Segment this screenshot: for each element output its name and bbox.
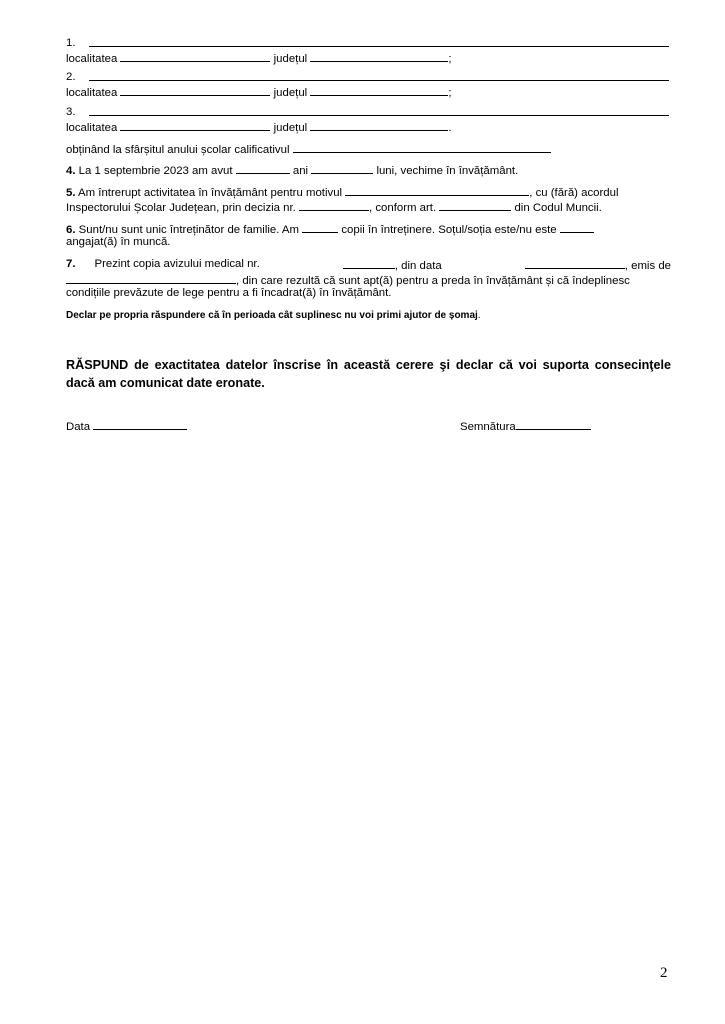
page-number: 2	[660, 965, 668, 981]
entry-3-number-line	[66, 105, 76, 119]
entry-1-rule[interactable]	[89, 46, 669, 47]
entry-2-rule[interactable]	[89, 80, 669, 81]
item-7-line-1: 7. Prezint copia avizului medical nr. , din data , emis de	[66, 258, 671, 272]
date-label: Data	[66, 421, 91, 433]
localitatea-label: localitatea	[66, 53, 118, 65]
item-number: 6.	[66, 224, 76, 236]
date-blank[interactable]	[93, 418, 187, 430]
item-number: 7.	[66, 258, 76, 270]
emitent-blank[interactable]	[66, 272, 236, 284]
raspund-statement: RĂSPUND de exactitatea datelor înscrise în această cerere şi declar că voi suporta consecinţele dacă am comunicat date eronate.	[66, 358, 671, 390]
item-7-line-2: , din care rezultă că sunt apt(ă) pentru a preda în învățământ și că îndeplinesc	[66, 272, 630, 288]
item-6-line-2: angajat(ă) în muncă.	[66, 236, 171, 248]
localitatea-blank[interactable]	[120, 84, 270, 96]
localitatea-label: localitatea	[66, 87, 118, 99]
entry-3-rule[interactable]	[89, 115, 669, 116]
entry-number: 2.	[66, 71, 76, 83]
item-5-line-1: 5. Am întrerupt activitatea în învățământ pentru motivul , cu (fără) acordul	[66, 184, 619, 200]
judetul-blank[interactable]	[310, 50, 448, 62]
item-number: 5.	[66, 187, 76, 199]
item-7-line-3: condițiile prevăzute de lege pentru a fi încadrat(ă) în învățământ.	[66, 287, 392, 299]
item-5-line-2: Inspectorului Școlar Județean, prin decizia nr. , conform art. din Codul Muncii.	[66, 199, 602, 215]
luni-blank[interactable]	[311, 162, 373, 174]
entry-2-location-line: localitatea județul ;	[66, 84, 452, 100]
declaration-somaj: Declar pe propria răspundere că în perioada cât suplinesc nu voi primi ajutor de șomaj.	[66, 310, 481, 321]
calificativ-line	[66, 141, 551, 157]
sot-blank[interactable]	[560, 221, 594, 233]
entry-number: 1.	[66, 37, 76, 49]
entry-2-number-line	[66, 70, 76, 84]
localitatea-label: localitatea	[66, 122, 118, 134]
signature-label: Semnătura	[460, 421, 516, 433]
entry-1-number-line	[66, 36, 76, 50]
copii-blank[interactable]	[302, 221, 338, 233]
localitatea-blank[interactable]	[120, 119, 270, 131]
entry-number: 3.	[66, 106, 76, 118]
calificativ-label: obținând la sfârșitul anului școlar calificativul	[66, 144, 290, 156]
item-number: 4.	[66, 165, 76, 177]
signature-blank[interactable]	[516, 418, 591, 430]
entry-3-location-line: localitatea județul .	[66, 119, 452, 135]
aviz-nr-blank[interactable]	[343, 257, 395, 269]
articol-blank[interactable]	[439, 199, 511, 211]
calificativ-blank[interactable]	[293, 141, 551, 153]
motiv-blank[interactable]	[345, 184, 529, 196]
judetul-blank[interactable]	[310, 119, 448, 131]
item-4: 4. La 1 septembrie 2023 am avut ani luni, vechime în învățământ.	[66, 162, 518, 178]
localitatea-blank[interactable]	[120, 50, 270, 62]
decizia-blank[interactable]	[299, 199, 369, 211]
judetul-blank[interactable]	[310, 84, 448, 96]
data-aviz-blank[interactable]	[525, 257, 625, 269]
judetul-label: județul	[273, 122, 308, 134]
signature-field	[460, 418, 591, 434]
ani-blank[interactable]	[236, 162, 290, 174]
item-6-line-1: 6. Sunt/nu sunt unic întreținător de familie. Am copii în întreținere. Soțul/soția este/nu este	[66, 221, 594, 237]
entry-1-location-line: localitatea județul ;	[66, 50, 452, 66]
judetul-label: județul	[273, 87, 308, 99]
date-field	[66, 418, 187, 434]
judetul-label: județul	[273, 53, 308, 65]
